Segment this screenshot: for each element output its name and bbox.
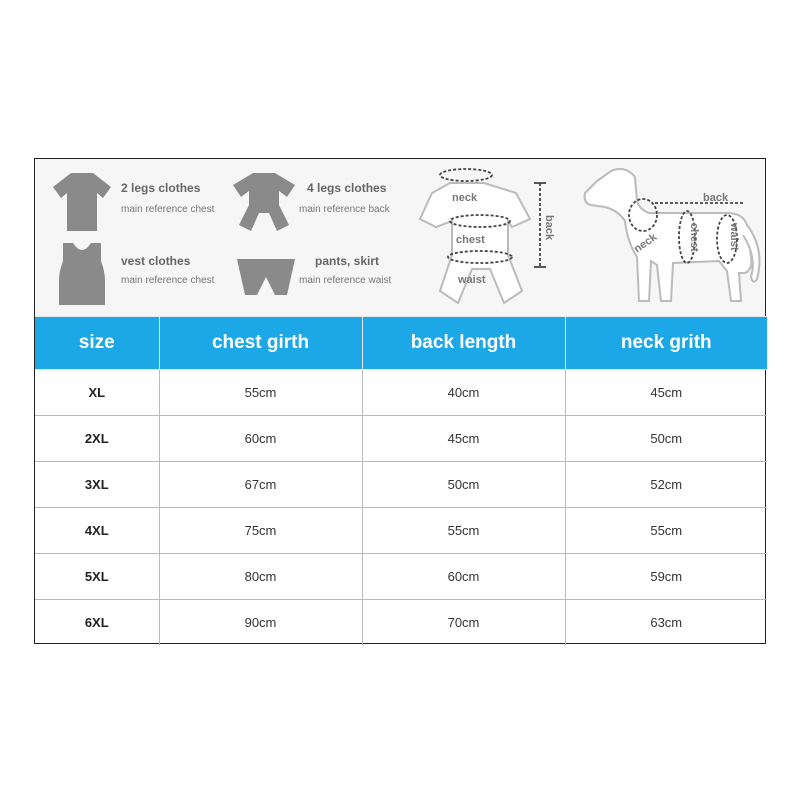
size-table	[35, 316, 767, 645]
chest-girth-cell: 55cm	[159, 370, 362, 416]
garment-subtitle: main reference waist	[299, 275, 392, 286]
t-shirt-icon	[51, 171, 113, 233]
table-row	[35, 370, 767, 416]
table-row	[35, 600, 767, 646]
neck-label: neck	[452, 192, 478, 204]
neck-girth-cell: 50cm	[565, 416, 767, 462]
waist-label: waist	[458, 274, 486, 286]
back-length-cell: 45cm	[362, 416, 565, 462]
chest-label: chest	[456, 234, 485, 246]
back-label: back	[703, 192, 729, 204]
chest-girth-cell: 80cm	[159, 554, 362, 600]
neck-girth-cell: 63cm	[565, 600, 767, 646]
chest-girth-cell: 75cm	[159, 508, 362, 554]
chest-girth-cell: 90cm	[159, 600, 362, 646]
neck-girth-cell: 59cm	[565, 554, 767, 600]
column-header: chest girth	[159, 317, 362, 370]
clothes-measurement-diagram	[408, 161, 566, 314]
table-row	[35, 554, 767, 600]
back-length-cell: 60cm	[362, 554, 565, 600]
garment-subtitle: main reference back	[299, 204, 390, 215]
table-row	[35, 462, 767, 508]
column-header: back length	[362, 317, 565, 370]
back-length-cell: 70cm	[362, 600, 565, 646]
size-cell: 3XL	[35, 462, 159, 508]
size-cell: 5XL	[35, 554, 159, 600]
reference-strip	[35, 159, 765, 316]
waist-label: waist	[728, 223, 740, 251]
neck-girth-cell: 55cm	[565, 508, 767, 554]
size-cell: 2XL	[35, 416, 159, 462]
back-label: back	[543, 215, 555, 241]
column-header: size	[35, 317, 159, 370]
vest-icon	[57, 241, 107, 307]
chest-girth-cell: 67cm	[159, 462, 362, 508]
garment-subtitle: main reference chest	[121, 204, 215, 215]
garment-title: pants, skirt	[315, 254, 380, 268]
back-length-cell: 40cm	[362, 370, 565, 416]
dog-measurement-diagram	[575, 161, 765, 314]
neck-girth-cell: 45cm	[565, 370, 767, 416]
back-length-cell: 55cm	[362, 508, 565, 554]
size-cell: XL	[35, 370, 159, 416]
column-header: neck grith	[565, 317, 767, 370]
neck-label: neck	[631, 231, 660, 256]
pants-icon	[235, 253, 297, 297]
chest-girth-cell: 60cm	[159, 416, 362, 462]
garment-title: 2 legs clothes	[121, 181, 201, 195]
table-header-row	[35, 317, 767, 370]
size-cell: 4XL	[35, 508, 159, 554]
garment-title: 4 legs clothes	[307, 181, 387, 195]
back-length-cell: 50cm	[362, 462, 565, 508]
jumpsuit-icon	[231, 171, 297, 233]
size-chart	[34, 158, 766, 644]
garment-title: vest clothes	[121, 254, 191, 268]
garment-subtitle: main reference chest	[121, 275, 215, 286]
chest-label: chest	[688, 223, 700, 252]
size-cell: 6XL	[35, 600, 159, 646]
table-row	[35, 508, 767, 554]
neck-girth-cell: 52cm	[565, 462, 767, 508]
table-row	[35, 416, 767, 462]
